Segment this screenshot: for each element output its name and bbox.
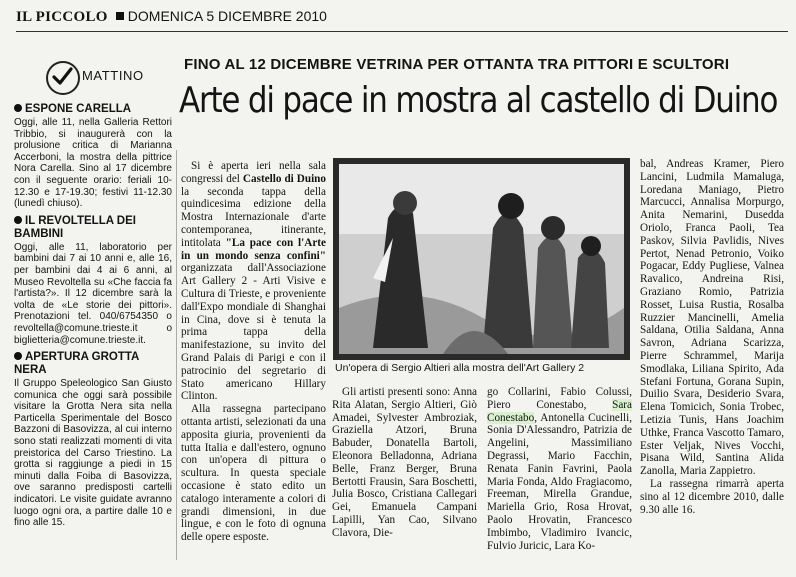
square-bullet-icon — [116, 12, 124, 20]
brief-title-text: APERTURA GROTTA NERA — [14, 351, 139, 377]
highlighted-name: Sara Conestabo — [487, 398, 632, 424]
brief-body: Oggi, alle 11, laboratorio per bambini dai 7 ai 10 anni e, alle 16, per bambini dai 4 ai 6 anni, al Museo Revoltella su «Che faccia fa l'artista?». Il 12 dicembre sarà la volta de «Le storie dei pittori». Prenotazioni tel. 040/6754350 o revoltella@comune.trieste.it o biglietteria@comune.trieste.it. — [14, 241, 172, 346]
newspaper-name: IL PICCOLO — [16, 9, 108, 25]
column-divider — [176, 150, 177, 560]
brief-body: Il Gruppo Speleologico San Giusto comunica che oggi sarà possibile visitare la Grotta Nera sita nella Particella Sperimentale del Bosco Bazzoni di Basovizza, al cui interno sono stati realizzati momenti di vita preistorica del Carso Triestino. La grotta si raggiunge a piedi in 15 minuti dalla Foiba di Basovizza, ove saranno predisposti cartelli indicatori. Le visite guidate avranno luogo ogni ora, a partire dalle 10 e fino alle 15. — [14, 378, 172, 529]
text-run: Si è aperta ieri nella sala congressi del — [181, 160, 326, 185]
artwork-illustration — [333, 158, 630, 360]
brief-title — [14, 103, 172, 116]
article-kicker: FINO AL 12 DICEMBRE VETRINA PER OTTANTA TRA PITTORI E SCULTORI — [184, 56, 730, 73]
article-paragraph — [181, 160, 326, 403]
text-run: organizzata dall'Associazione Art Gallery 2 - Arti Visive e Cultura di Trieste, e proveniente dall'Expo mondiale di Shanghai in Cina, dove si è tenuta la prima tappa della manifestazione, su invito del Grand Palais di Parigi e con il patrocinio del segretario di Stato americano Hillary Clinton. — [181, 262, 326, 403]
brief-title — [14, 351, 172, 377]
header-rule — [16, 31, 788, 32]
bullet-icon — [14, 352, 22, 360]
text-bold: Castello di Duino — [242, 172, 326, 185]
article-column-1 — [181, 160, 326, 555]
article-column-3 — [487, 386, 632, 558]
article-paragraph: Alla rassegna partecipano ottanta artisti, selezionati da una apposita giuria, provenienti da tutta Italia e dall'estero, ognuno con un'opera di pittura o scultura. In questa speciale occasione è stato edito un catalogo interamente a colori di grandi dimensioni, in due lingue, e con le foto di ognuna delle opere esposte. — [181, 403, 326, 544]
article-column-4 — [640, 158, 784, 558]
section-label: MATTINO — [82, 68, 144, 83]
brief-body: Oggi, alle 11, nella Galleria Rettori Tribbio, si inaugurerà con la prolusione critica di Marianna Accerboni, la mostra della pittrice Nora Carella. Sino al 17 dicembre con il seguente orario: feriali 10-12.30 e 17-19.30; festivi 11-12.30 (lunedì chiuso). — [14, 117, 172, 210]
issue-date: DOMENICA 5 DICEMBRE 2010 — [127, 8, 327, 24]
exhibition-title: "La pace con l'Arte in un mondo senza confini" — [181, 236, 326, 262]
text-run: , Antonella Cucinelli, Sonia D'Alessandro, Patrizia de Angelini, Massimiliano Degrassi, Mario Facchin, Renata Fanin Favrini, Paola Maria Fonda, Aldo Fragiacomo, Freeman, Mirella Grandue, Mariella Grio, Rosa Hrovat, Paolo Hrovatin, Francesco Imbimbo, Vladimiro Ivancic, Fulvio Juricic, Lara Ko- — [487, 411, 632, 552]
closing-paragraph: La rassegna rimarrà aperta sino al 12 dicembre 2010, dalle 9.30 alle 16. — [640, 477, 784, 516]
bullet-icon — [14, 216, 22, 224]
artist-list — [487, 386, 632, 552]
artwork-photo — [333, 158, 630, 360]
brief-title-text: IL REVOLTELLA DEI BAMBINI — [14, 214, 136, 240]
article-headline: Arte di pace in mostra al castello di Duino — [179, 80, 778, 121]
text-run: la seconda tappa della quindicesima edizione della Mostra Internazionale d'arte contemporanea, itinerante, intitolata — [181, 185, 326, 249]
article-column-2 — [332, 386, 477, 558]
photo-caption: Un'opera di Sergio Altieri alla mostra dell'Art Gallery 2 — [335, 362, 585, 374]
brief-title — [14, 215, 172, 241]
bullet-icon — [14, 104, 22, 112]
artist-list: bal, Andreas Kramer, Piero Lancini, Ludmila Mamaluga, Loredana Maniago, Pietro Marcucci, Annalisa Morpurgo, Anita Nemarini, Dusedda Oriolo, Franca Paoli, Tea Paskov, Silvia Pavlidis, Nives Pertot, Nenad Petronio, Voiko Pogacar, Eddy Pugliese, Valnea Ravalico, Andreina Risi, Graziano Romio, Patrizia Rosset, Luisa Rustia, Rosalba Ruzzier Mancinelli, Amelia Saldana, Otilia Saldana, Anna Savron, Adriana Scarizza, Pierre Schrammel, Marija Smodlaka, Liliana Spirito, Ada Stefani Fortuna, Gorana Supin, Duilio Svara, Desiderio Svara, Elena Tomicich, Sonia Trobec, Letizia Tunis, Hans Joachim Uthke, Franca Vascotto Tamaro, Ester Veljak, Nives Vocchi, Pisana Wild, Santina Alida Zanolla, Maria Zappietro. — [640, 158, 784, 478]
brief-title-text: ESPONE CARELLA — [25, 103, 132, 115]
checkmark-logo-icon — [46, 61, 80, 95]
text-run: go Collarini, Fabio Colussi, Piero Conestabo, — [487, 386, 632, 411]
page-header — [16, 8, 327, 30]
artist-list: Gli artisti presenti sono: Anna Rita Alatan, Sergio Altieri, Giò Amadei, Sylvester Ambroziak, Graziella Atzori, Bruna Babuder, Donatella Bartoli, Eleonora Belladonna, Adriana Belle, Franz Berger, Bruna Bertotti Frausin, Sara Boschetti, Julia Bosco, Cristiana Callegari Gei, Emanuela Campani Lapilli, Yan Cao, Silvano Clavora, Die- — [332, 386, 477, 539]
briefs-column — [14, 103, 172, 534]
